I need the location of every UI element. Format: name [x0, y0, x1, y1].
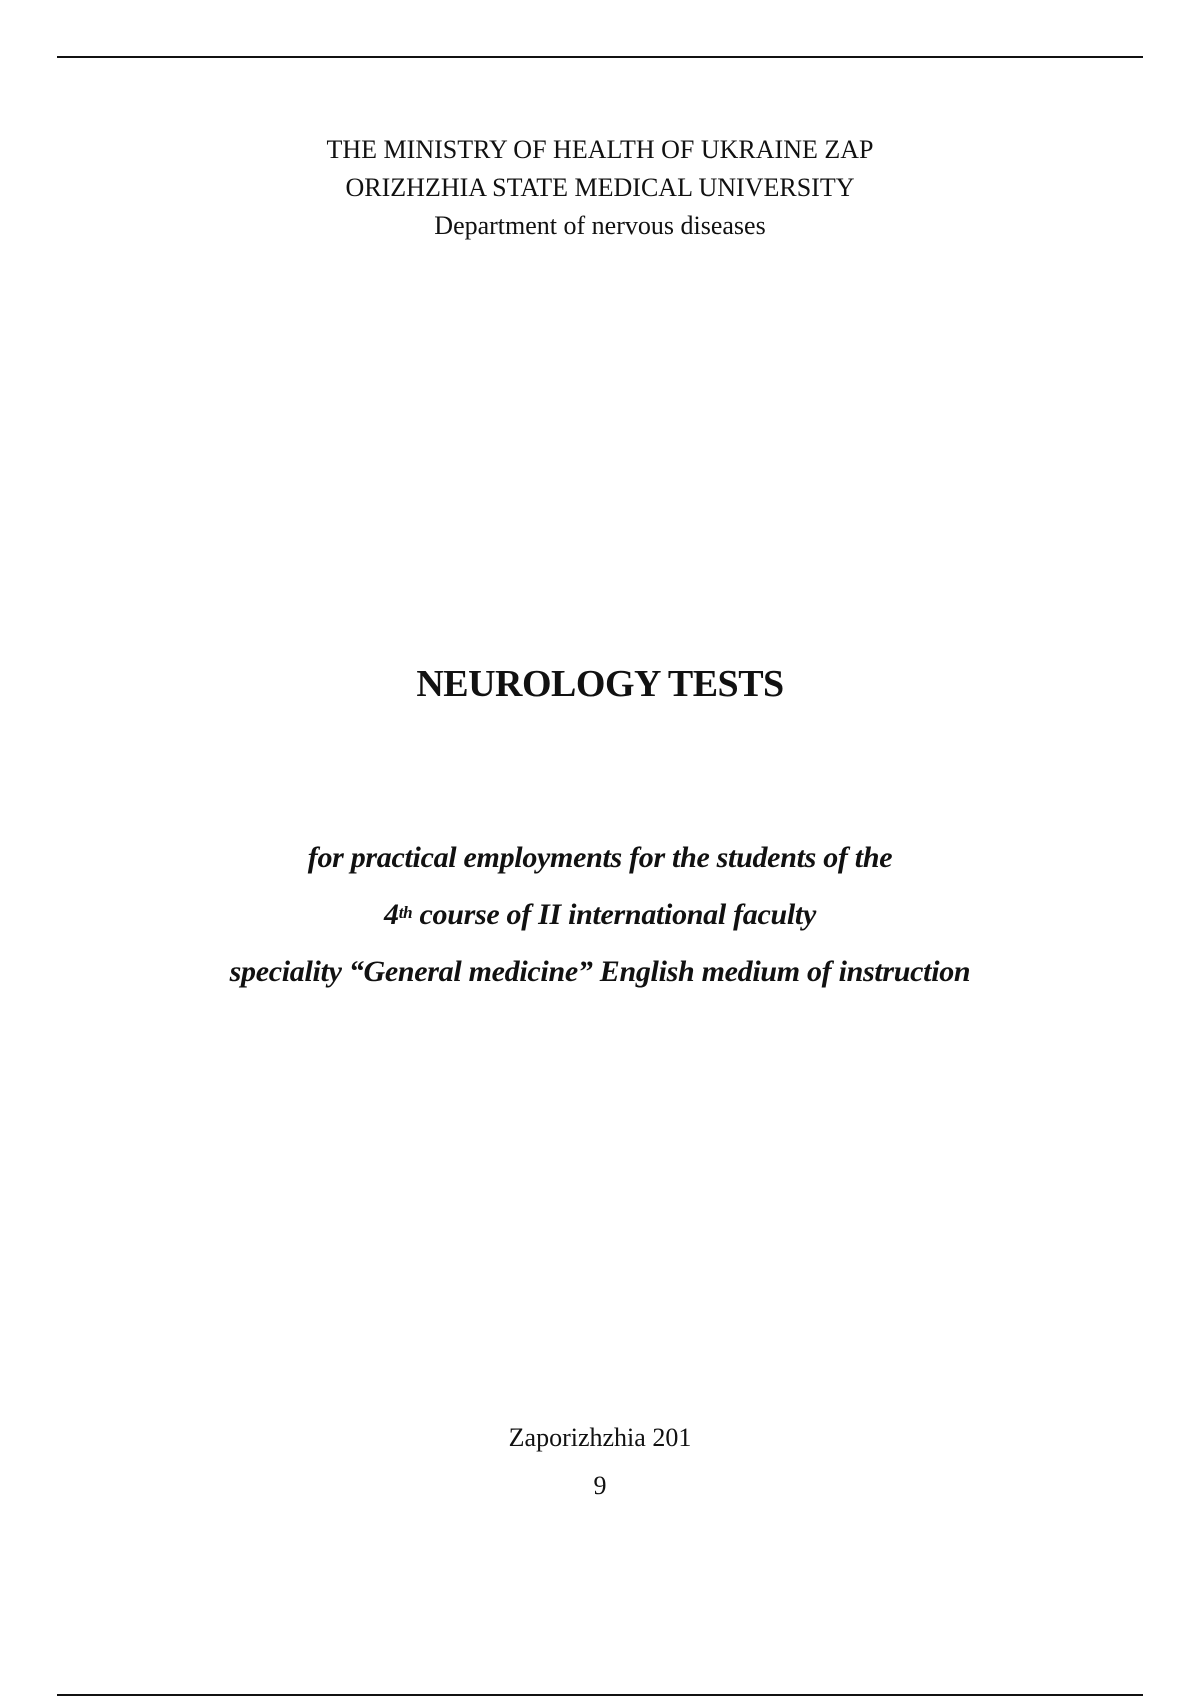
top-rule: [57, 56, 1143, 58]
subtitle-line-3: speciality “General medicine” English medium of instruction: [229, 955, 971, 988]
course-number: 4: [384, 898, 399, 931]
course-ordinal-suffix: th: [398, 903, 413, 922]
document-title: NEUROLOGY TESTS: [416, 663, 784, 705]
course-description: course of II international faculty: [412, 898, 816, 931]
city-year-line: Zaporizhzhia 201: [508, 1423, 692, 1452]
subtitle-line-2: [0, 897, 1200, 933]
ministry-line: THE MINISTRY OF HEALTH OF UKRAINE ZAP: [326, 135, 874, 164]
department-line: Department of nervous diseases: [434, 211, 766, 240]
bottom-rule: [57, 1694, 1143, 1696]
university-line: ORIZHZHIA STATE MEDICAL UNIVERSITY: [345, 173, 855, 202]
subtitle-line-1: for practical employments for the students of the: [307, 841, 893, 874]
year-last-digit: 9: [593, 1471, 607, 1500]
